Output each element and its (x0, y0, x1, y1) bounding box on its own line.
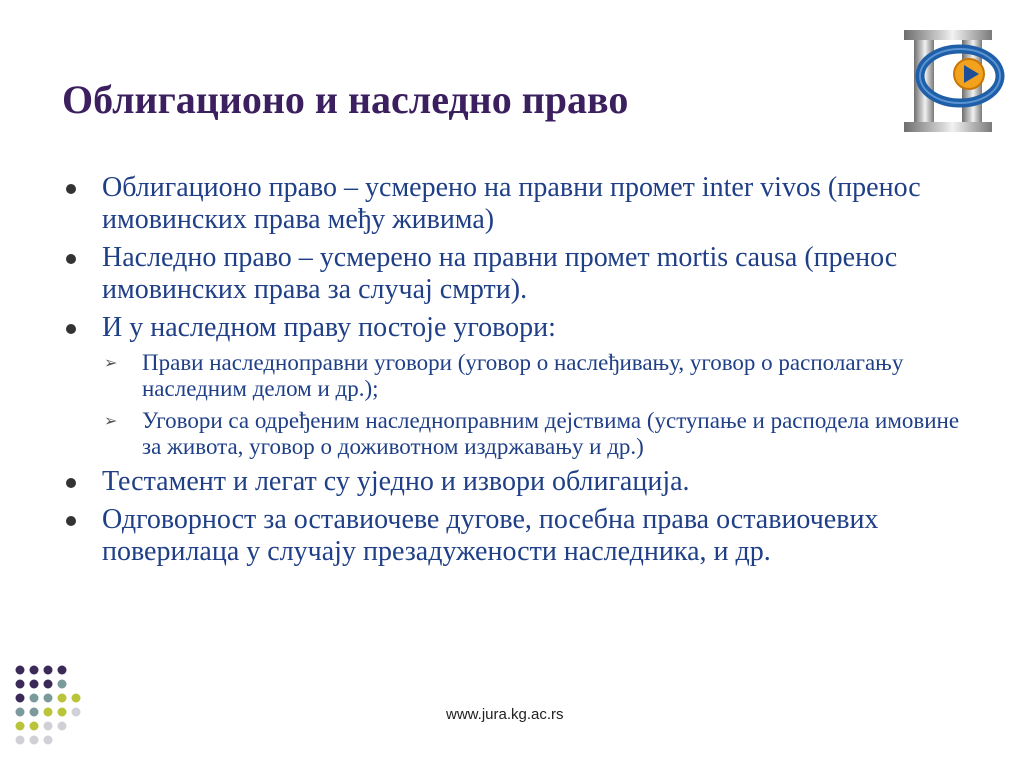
sub-bullet-text: Уговори са одређеним наследноправним дејствима (уступање и расподела имовине за живота, уговор о доживотном издржавању и др.) (142, 408, 960, 459)
footer-url: www.jura.kg.ac.rs (446, 706, 564, 723)
bullet-item (62, 172, 962, 236)
sub-bullet-text: Прави наследноправни уговори (уговор о наслеђивању, уговор о располагању наследним делом и др.); (142, 350, 904, 401)
sub-bullet-item (102, 408, 962, 460)
round-bullet-icon (66, 516, 76, 526)
bullet-item (62, 504, 962, 568)
arrow-bullet-icon: ➢ (104, 355, 118, 372)
bullet-item (62, 466, 962, 498)
bullet-item (62, 312, 962, 460)
sub-bullet-item (102, 350, 962, 402)
round-bullet-icon (66, 184, 76, 194)
university-logo-icon (896, 26, 1010, 136)
bullet-text: Одговорност за оставиочеве дугове, посебна права оставиочевих поверилаца у случају презадужености наследника, и др. (102, 504, 879, 567)
round-bullet-icon (66, 254, 76, 264)
round-bullet-icon (66, 324, 76, 334)
sub-bullet-list (102, 350, 962, 460)
bullet-item (62, 242, 962, 306)
dot-grid-icon (14, 664, 92, 754)
bullet-text: Облигационо право – усмерено на правни промет inter vivos (пренос имовинских права међу живима) (102, 172, 921, 235)
bullet-text: Тестамент и легат су уједно и извори облигација. (102, 466, 690, 497)
arrow-bullet-icon: ➢ (104, 413, 118, 430)
round-bullet-icon (66, 478, 76, 488)
bullet-text: И у наследном праву постоје уговори: (102, 312, 556, 343)
bullet-text: Наследно право – усмерено на правни промет mortis causa (пренос имовинских права за случај смрти). (102, 242, 898, 305)
slide-title: Облигационо и наследно право (62, 77, 629, 122)
bullet-list (62, 172, 962, 574)
